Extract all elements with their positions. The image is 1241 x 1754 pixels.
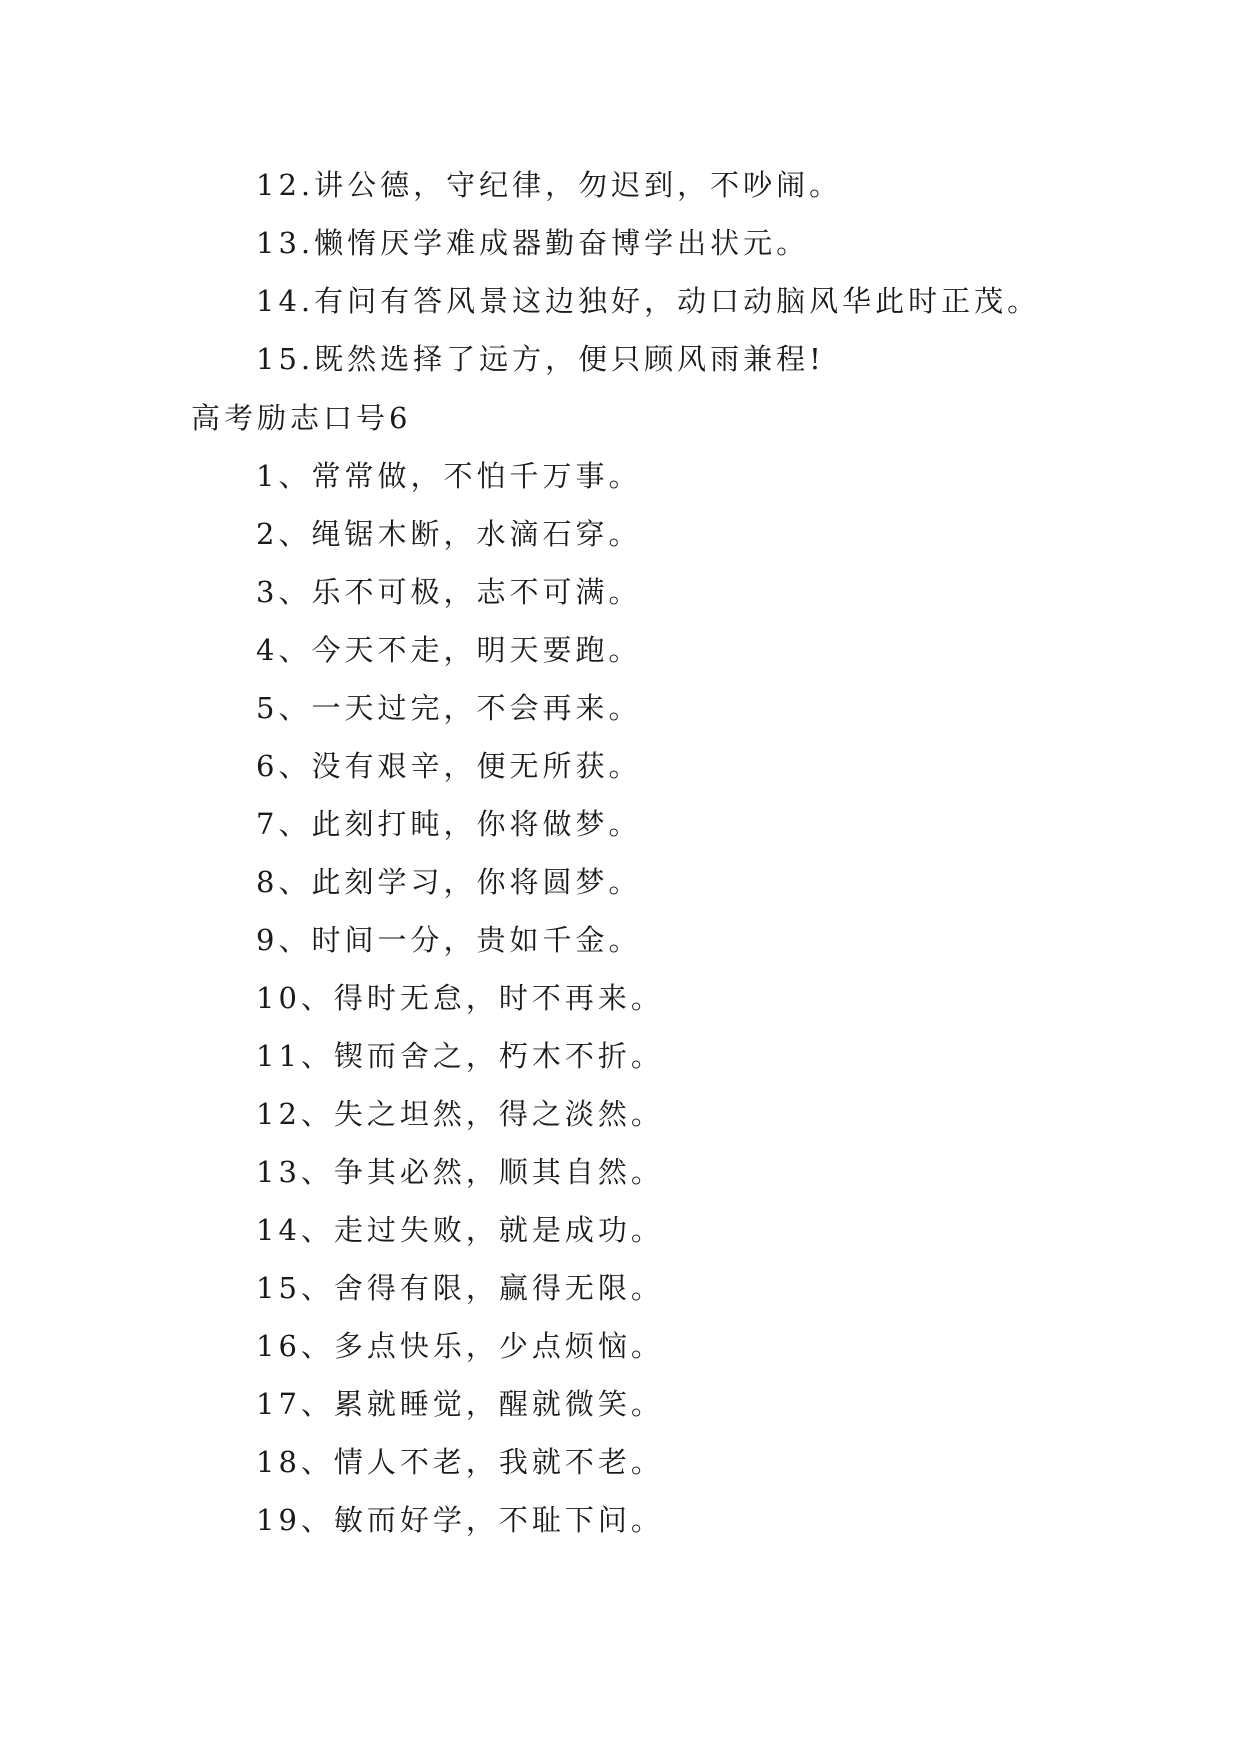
slogan-line: 17、累就睡觉，醒就微笑。 [256,1387,664,1421]
slogan-line: 8、此刻学习，你将圆梦。 [256,865,642,899]
slogan-line: 12.讲公德，守纪律，勿迟到，不吵闹。 [256,168,843,202]
section-heading: 高考励志口号6 [191,401,412,435]
slogan-line: 9、时间一分，贵如千金。 [256,923,642,957]
slogan-line: 3、乐不可极，志不可满。 [256,575,642,609]
slogan-line: 13.懒惰厌学难成器勤奋博学出状元。 [256,226,810,260]
slogan-line: 15、舍得有限，赢得无限。 [256,1271,664,1305]
slogan-line: 2、绳锯木断，水滴石穿。 [256,517,642,551]
slogan-line: 12、失之坦然，得之淡然。 [256,1097,664,1131]
slogan-line: 10、得时无怠，时不再来。 [256,981,664,1015]
slogan-line: 4、今天不走，明天要跑。 [256,633,642,667]
slogan-line: 18、情人不老，我就不老。 [256,1445,664,1479]
slogan-line: 19、敏而好学，不耻下问。 [256,1503,664,1537]
slogan-line: 11、锲而舍之，朽木不折。 [256,1039,664,1073]
slogan-line: 6、没有艰辛，便无所获。 [256,749,642,783]
slogan-line: 13、争其必然，顺其自然。 [256,1155,664,1189]
slogan-line: 16、多点快乐，少点烦恼。 [256,1329,664,1363]
slogan-line: 14.有问有答风景这边独好，动口动脑风华此时正茂。 [256,284,1041,318]
slogan-line: 7、此刻打盹，你将做梦。 [256,807,642,841]
slogan-line: 14、走过失败，就是成功。 [256,1213,664,1247]
slogan-line: 5、一天过完，不会再来。 [256,691,642,725]
slogan-line: 15.既然选择了远方，便只顾风雨兼程! [256,342,825,376]
slogan-line: 1、常常做，不怕千万事。 [256,459,642,493]
